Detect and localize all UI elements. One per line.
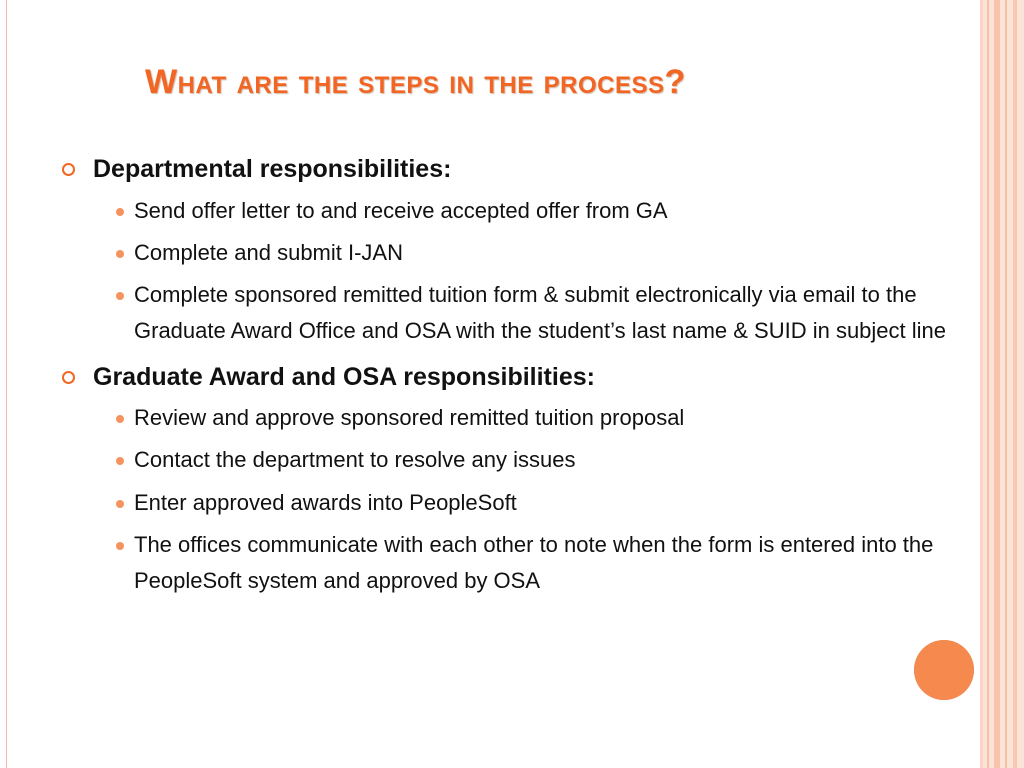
bullet-list [62, 400, 952, 599]
list-item [62, 527, 952, 600]
bullet-dot-icon [116, 292, 124, 300]
bullet-dot-icon [116, 457, 124, 465]
list-item [62, 235, 952, 271]
bullet-dot-icon [116, 250, 124, 258]
list-item-text: Complete sponsored remitted tuition form & submit electronically via email to the Graduate Award Office and OSA with the student’s last name & SUID in subject line [134, 282, 947, 344]
list-item [62, 277, 952, 350]
orange-circle-decoration [914, 640, 974, 700]
list-item-text: Contact the department to resolve any issues [134, 447, 576, 473]
stripe [994, 0, 1000, 768]
left-border-line [6, 0, 7, 768]
bullet-dot-icon [116, 208, 124, 216]
section-heading-text: Graduate Award and OSA responsibilities: [93, 362, 595, 391]
stripe [1013, 0, 1017, 768]
stripe [1005, 0, 1007, 768]
list-item [62, 442, 952, 478]
section-heading [62, 360, 952, 395]
list-item [62, 193, 952, 229]
slide-body [62, 152, 952, 610]
list-item-text: Complete and submit I-JAN [134, 239, 403, 265]
hollow-circle-icon [62, 163, 75, 176]
list-item-text: Send offer letter to and receive accepted offer from GA [134, 197, 668, 223]
section-heading-text: Departmental responsibilities: [93, 155, 452, 183]
bullet-dot-icon [116, 415, 124, 423]
slide-title: What are the steps in the process? [145, 63, 686, 101]
section-heading [62, 152, 952, 187]
hollow-circle-icon [62, 371, 75, 384]
list-item-text: Review and approve sponsored remitted tuition proposal [134, 405, 685, 431]
decorative-stripes [980, 0, 1024, 768]
bullet-dot-icon [116, 500, 124, 508]
list-item-text: The offices communicate with each other to note when the form is entered into the PeopleSoft system and approved by OSA [134, 532, 934, 594]
stripe [987, 0, 989, 768]
bullet-dot-icon [116, 542, 124, 550]
list-item [62, 485, 952, 521]
bullet-list [62, 193, 952, 350]
list-item [62, 400, 952, 436]
stripe [980, 0, 983, 768]
list-item-text: Enter approved awards into PeopleSoft [134, 489, 517, 515]
